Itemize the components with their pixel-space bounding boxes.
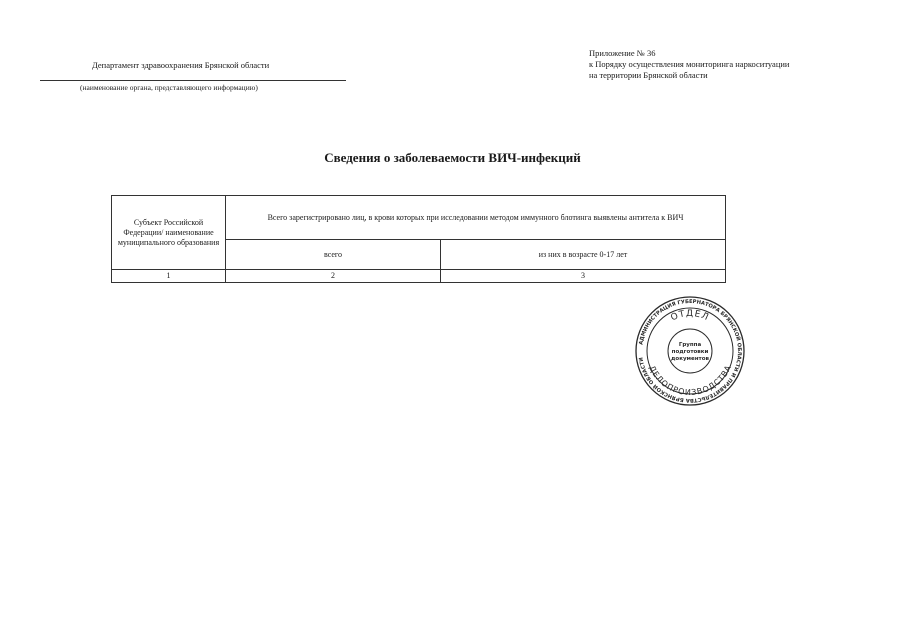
col-header-subject: Субъект Российской Федерации/ наименование муниципального образования: [112, 196, 226, 270]
department-note: (наименование органа, представляющего информацию): [80, 83, 258, 92]
column-number: 2: [226, 270, 441, 283]
page-title: Сведения о заболеваемости ВИЧ-инфекций: [324, 150, 581, 165]
department-name: Департамент здравоохранения Брянской области: [92, 60, 270, 70]
stamp-seal: [635, 296, 745, 406]
column-number: 1: [112, 270, 226, 283]
report-table: [111, 195, 726, 283]
annex-line: Приложение № 36: [589, 48, 656, 58]
annex-line: к Порядку осуществления мониторинга наркоситуации: [589, 59, 790, 69]
stamp-arc-top: ОТДЕЛ: [669, 308, 711, 324]
stamp-center-line: документов: [670, 356, 710, 362]
department-underline: [40, 80, 346, 81]
column-number: 3: [441, 270, 726, 283]
stamp-center-line: подготовки: [671, 349, 709, 355]
col-header-total: всего: [226, 240, 441, 270]
annex-block: [589, 48, 789, 81]
stamp-arc-bottom: ДЕЛОПРОИЗВОДСТВА: [647, 364, 733, 397]
stamp-center-line: Группа: [678, 342, 702, 348]
svg-text:ОТДЕЛ: [669, 309, 710, 323]
col-header-group: Всего зарегистрировано лиц, в крови которых при исследовании методом иммунного блотинга выявлены антитела к ВИЧ: [226, 196, 726, 240]
stamp-ring-text: АДМИНИСТРАЦИЯ ГУБЕРНАТОРА БРЯНСКОЙ ОБЛАСТИ И ПРАВИТЕЛЬСТВА БРЯНСКОЙ ОБЛАСТИ: [638, 298, 743, 404]
col-header-age-0-17: из них в возрасте 0-17 лет: [441, 240, 726, 270]
annex-line: на территории Брянской области: [589, 70, 708, 80]
